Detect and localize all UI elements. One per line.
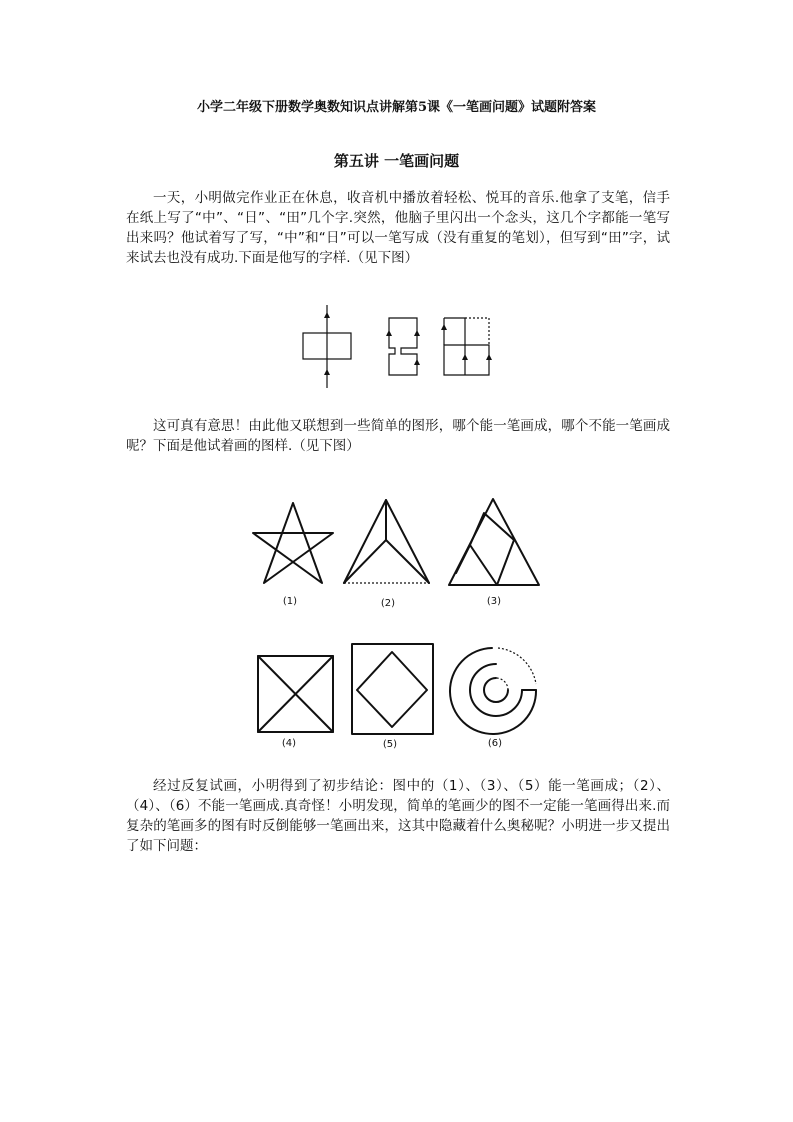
figure-1-star — [253, 503, 333, 583]
document-title: 小学二年级下册数学奥数知识点讲解第5课《一笔画问题》试题附答案 — [196, 100, 597, 115]
figure-5-label: (5) — [382, 739, 398, 750]
figure-6-label: (6) — [487, 738, 503, 749]
paragraph-intro: 一天，小明做完作业正在休息，收音机中播放着轻松、悦耳的音乐.他拿了支笔，信手在纸上写了“中”、“日”、“田”几个字.突然，他脑子里闪出一个念头，这几个字都能一笔写出来吗？他试着写了写，“中”和“日”可以一笔写成（没有重复的笔划），但写到“田”字，试来试去也没有成功.下面是他写的字样.（见下图） — [126, 190, 670, 266]
figure-4-label: (4) — [281, 738, 297, 749]
character-ri-figure — [386, 318, 420, 375]
figure-2-label: (2) — [380, 598, 396, 609]
figure-2-triangle-arrow — [344, 500, 429, 583]
figure-6-rings — [450, 648, 536, 734]
figure-5-square-diamond — [352, 644, 433, 734]
figure-4-square-diagonals — [258, 656, 333, 732]
figure-1-label: (1) — [282, 596, 298, 607]
character-zhong-figure — [303, 305, 351, 388]
lesson-title: 第五讲 一笔画问题 — [333, 152, 460, 170]
figure-3-triangle-zigzag — [449, 499, 539, 585]
figure-3-label: (3) — [486, 596, 502, 607]
character-tian-figure — [441, 318, 492, 375]
paragraph-shapes: 这可真有意思！由此他又联想到一些简单的图形，哪个能一笔画成，哪个不能一笔画成呢？下面是他试着画的图样.（见下图） — [126, 418, 670, 454]
paragraph-conclusion: 经过反复试画，小明得到了初步结论：图中的（1）、（3）、（5）能一笔画成；（2）、（4）、（6）不能一笔画成.真奇怪！小明发现，简单的笔画少的图不一定能一笔画得出来.而复杂的笔画多的图有时反倒能够一笔画出来，这其中隐藏着什么奥秘呢？小明进一步又提出了如下问题： — [126, 778, 670, 854]
